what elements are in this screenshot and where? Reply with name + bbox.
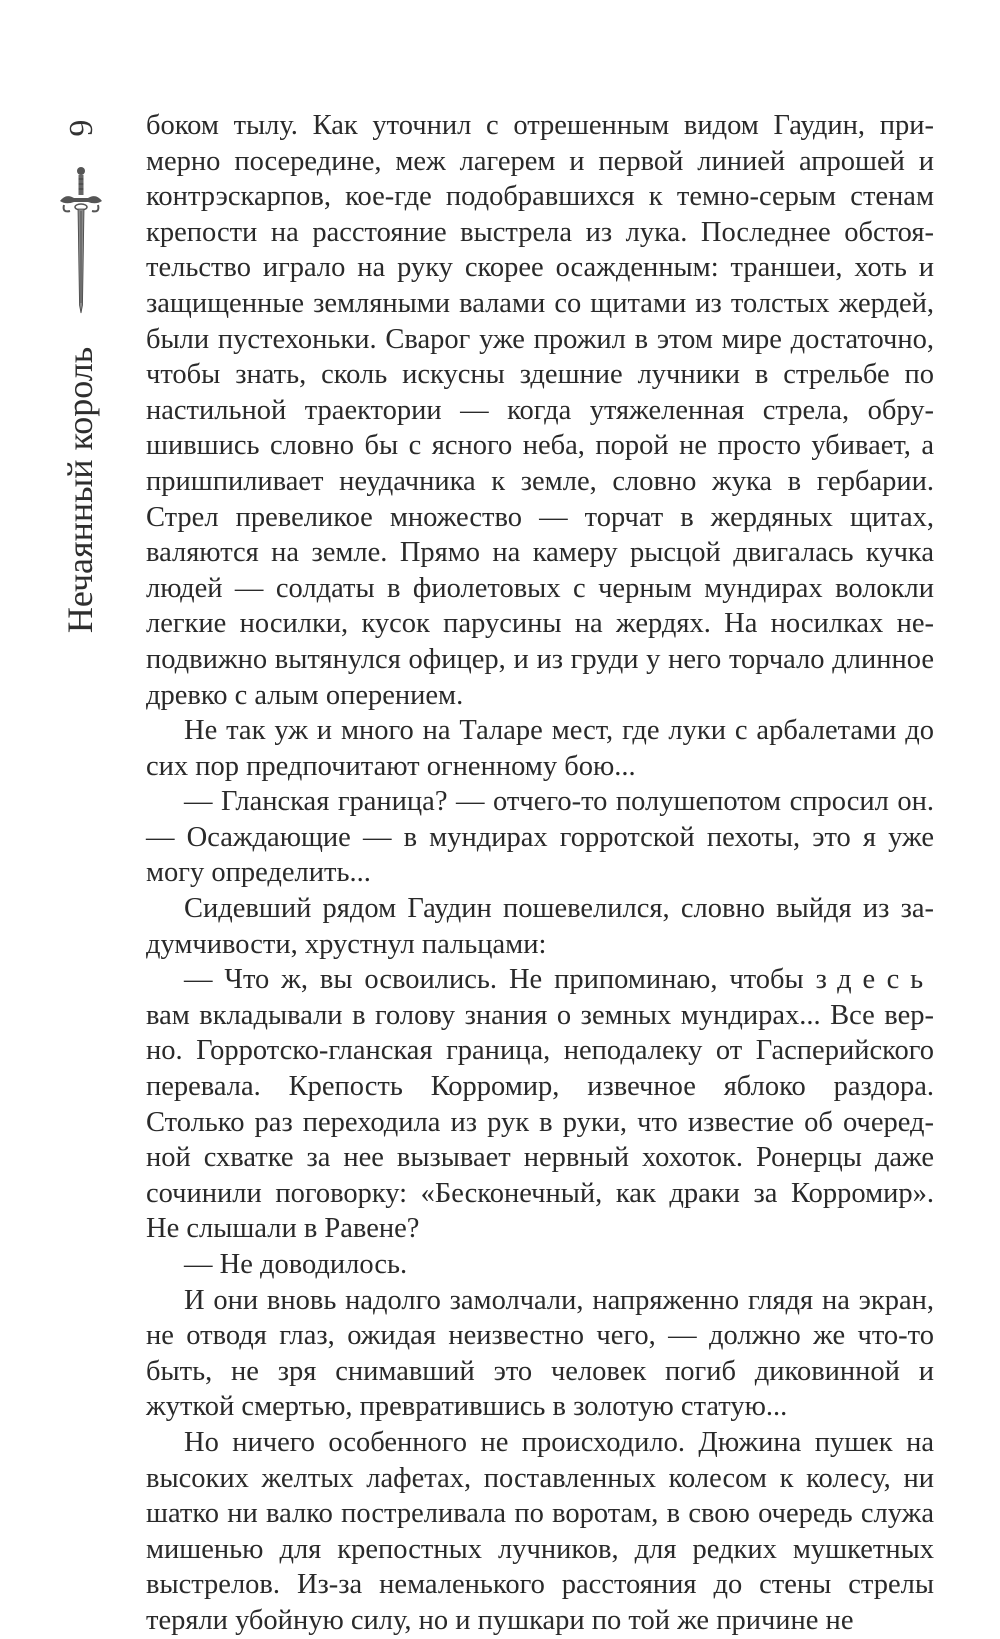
dialogue-text: вам вкладывали в голову знания о земных мундирах... Все верно. Горротско-гланская граница, неподалеку от Гасперийского перевала. Крепость Корромир, извечное яблоко раздора. Столько раз переходила из рук в руки, что известие об очередной схватке за нее вызывает нервный хохоток. Ронерцы даже сочинили поговорку: «Бесконечный, как драки за Корромир». Не слышали в Равене? xyxy=(146,999,934,1245)
paragraph: И они вновь надолго замолчали, напряженно глядя на экран, не отводя глаз, ожидая неизвестно чего, — должно же что-то быть, не зря снимавший это человек погиб диковинной и жуткой смертью, превратившись в золотую статую... xyxy=(146,1284,934,1423)
paragraph: — Не доводилось. xyxy=(184,1249,408,1280)
paragraph: Сидевший рядом Гаудин пошевелился, словно выйдя из задумчивости, хрустнул пальцами: xyxy=(146,893,934,960)
text-body xyxy=(146,108,934,1639)
dialogue-text: — Что ж, вы освоились. Не припоминаю, чтобы xyxy=(184,964,816,996)
paragraph: Но ничего особенного не происходило. Дюжина пушек на высоких желтых лафетах, поставленных колесом к колесу, ни шатко ни валко постреливала по воротам, в свою очередь служа мишенью для крепостных лучников, для редких мушкетных выстрелов. Из-за немаленького расстояния до стены стрелы теряли убойную силу, но и пушкари по той же причине не xyxy=(146,1426,934,1636)
paragraph: Не так уж и много на Таларе мест, где луки с арбалетами до сих пор предпочитают огненному бою... xyxy=(146,715,934,782)
paragraph: — Гланская граница? — отчего-то полушепотом спросил он. — Осаждающие — в мундирах горротской пехоты, это я уже могу определить... xyxy=(146,786,934,889)
paragraph: боком тылу. Как уточнил с отрешенным видом Гаудин, примерно посередине, меж лагерем и первой линией апрошей и контрэскарпов, кое-где подобравшихся к темно-серым стенам крепости на расстояние выстрела из лука. Последнее обстоятельство играло на руку скорее осажденным: траншеи, хоть и защищенные земляными валами со щитами из толстых жердей, были пустехоньки. Сварог уже прожил в этом мире достаточно, чтобы знать, сколь искусны здешние лучники в стрельбе по настильной траектории — когда утяжеленная стрела, обрушившись словно бы с ясного неба, порой не просто убивает, а пришпиливает неудачника к земле, словно жука в гербарии. Стрел превеликое множество — торчат в жердяных щитах, валяются на земле. Прямо на камеру рысцой двигалась кучка людей — солдаты в фиолетовых с черным мундирах волокли легкие носилки, кусок парусины на жердях. На носилках неподвижно вытянулся офицер, и из груди у него торчало длинное древко с алым оперением. xyxy=(146,110,934,711)
running-title: Нечаянный король xyxy=(60,346,100,634)
page-number: 6 xyxy=(62,119,99,137)
sword-icon xyxy=(56,165,106,315)
emphasized-word: здесь xyxy=(815,964,934,996)
dialogue-paragraph xyxy=(146,962,934,1247)
